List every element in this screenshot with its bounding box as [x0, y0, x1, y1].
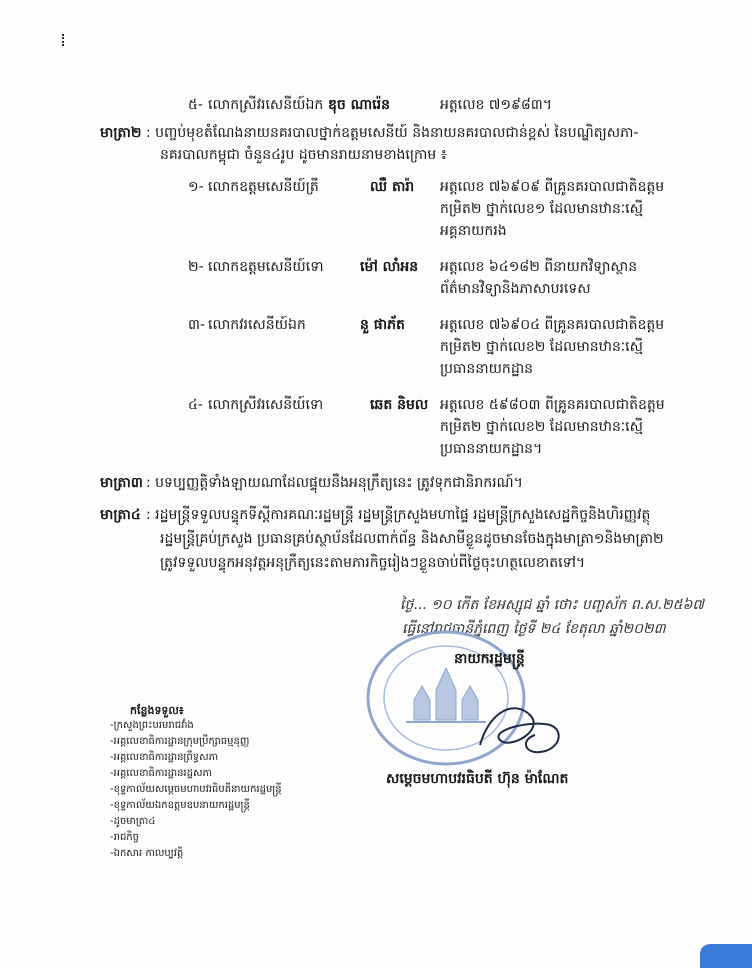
item-4-name: ឆេត និមល	[370, 397, 429, 413]
item-1-detail-2: កម្រិត២ ថ្នាក់លេខ១ ដែលមានឋានៈស្មើ	[440, 201, 643, 217]
item-1-detail-1: អត្តលេខ ៧៦៩០៩ ពីគ្រូនគរបាលជាតិឧត្តម	[440, 179, 665, 195]
recipient-item: -ខុទ្ទកាល័យឯកឧត្តមឧបនាយករដ្ឋមន្ត្រី	[110, 800, 250, 811]
margin-mark	[62, 34, 66, 46]
article-2-text-line1: : បញ្ចប់មុខតំណែងនាយនគរបាលថ្នាក់ឧត្តមសេនីយ៍ និងនាយនគរបាលជាន់ខ្ពស់ នៃបណ្ឌិត្យសភា-	[146, 125, 639, 141]
article-2-label: មាត្រា២	[100, 125, 142, 141]
item-5-number: ៥-	[188, 97, 203, 113]
item-1-number: ១-	[188, 179, 204, 195]
item-1-name: ឈឺ តារ៉ា	[370, 179, 415, 195]
item-3-detail-1: អត្តលេខ ៧៦៩០៤ ពីគ្រូនគរបាលជាតិឧត្តម	[440, 317, 665, 333]
item-5-detail: អត្តលេខ ៧១៩៨៣។	[440, 97, 552, 113]
item-1-detail-3: អគ្គនាយករង	[440, 223, 507, 239]
item-4-detail-3: ប្រធាននាយកដ្ឋាន។	[440, 441, 543, 457]
recipient-item: -អគ្គលេខាធិការដ្ឋានក្រុមប្រឹក្សាធម្មនុញ្ញ	[110, 736, 250, 747]
item-3-detail-3: ប្រធាននាយកដ្ឋាន	[440, 361, 534, 377]
item-2-detail-2: ព័ត៌មានវិទ្យានិងភាសាបរទេស	[440, 281, 591, 297]
article-4-line2: រដ្ឋមន្ត្រីគ្រប់ក្រសួង ប្រធានគ្រប់ស្ថាប័នដែលពាក់ព័ន្ធ និងសាមីខ្លួនដូចមានចែងក្នុងមាត្រា១និងមាត្រា២	[160, 531, 664, 547]
recipients-title: កន្លែងទទួល៖	[130, 704, 184, 717]
item-4-detail-1: អត្តលេខ ៥៩៨០៣ ពីគ្រូនគរបាលជាតិឧត្តម	[440, 397, 665, 413]
item-2-number: ២-	[188, 259, 204, 275]
corner-button[interactable]	[700, 944, 752, 968]
article-2-text-line2: នគរបាលកម្ពុជា ចំនួន៤រូប ដូចមានរាយនាមខាងក្រោម ៖	[160, 147, 447, 163]
item-3-number: ៣-	[188, 317, 206, 333]
item-1-title: លោកឧត្តមសេនីយ៍ត្រី	[208, 179, 319, 195]
item-4-detail-2: កម្រិត២ ថ្នាក់លេខ២ ដែលមានឋានៈស្មើ	[440, 419, 643, 435]
item-4-title: លោកស្រីវរសេនីយ៍ទោ	[208, 397, 324, 413]
recipient-item: -ខុទ្ទកាល័យសម្តេចមហាបវរធិបតីនាយករដ្ឋមន្ត្រី	[110, 784, 282, 795]
item-2-detail-1: អត្តលេខ ៦៤១៨២ ពីនាយកវិទ្យាស្ថាន	[440, 259, 638, 275]
recipient-item: -ក្រសួងព្រះបរមរាជវាំង	[110, 720, 194, 731]
item-2-name: ម៉ៅ លាំអន	[360, 259, 419, 275]
lunar-date: ថ្ងៃ... ១០ កើត ខែអស្សុជ ឆ្នាំ ថោះ បញ្ចស័ក ព.ស.២៥៦៧	[400, 597, 704, 613]
item-5-name: ឌុច ណារ៉េន	[328, 97, 390, 113]
signatory-role: នាយករដ្ឋមន្ត្រី	[454, 651, 525, 667]
signatory-name: សម្តេចមហាបវរធិបតី ហ៊ុន ម៉ាណែត	[386, 771, 569, 787]
recipient-item: -អគ្គលេខាធិការដ្ឋានព្រឹទ្ធសភា	[110, 752, 219, 763]
recipient-item: -រាជកិច្ច	[110, 832, 139, 843]
article-4-line1: : រដ្ឋមន្ត្រីទទួលបន្ទុកទីស្តីការគណៈរដ្ឋមន្ត្រី រដ្ឋមន្ត្រីក្រសួងមហាផ្ទៃ រដ្ឋមន្ត្រីក្រសួងសេដ្ឋកិច្ចនិងហិរញ្ញវត្ថុ	[146, 507, 651, 523]
item-3-title: លោកវរសេនីយ៍ឯក	[208, 317, 306, 333]
article-4-line3: ត្រូវទទួលបន្ទុកអនុវត្តអនុក្រឹត្យនេះតាមភារកិច្ចរៀងៗខ្លួនចាប់ពីថ្ងៃចុះហត្ថលេខាតទៅ។	[160, 555, 586, 571]
handwritten-signature-icon	[470, 690, 580, 770]
recipient-item: -ដូចមាត្រា៤	[110, 816, 156, 827]
article-3-label: មាត្រា៣	[100, 475, 143, 491]
item-3-detail-2: កម្រិត២ ថ្នាក់លេខ២ ដែលមានឋានៈស្មើ	[440, 339, 643, 355]
recipient-item: -អគ្គលេខាធិការដ្ឋានរដ្ឋសភា	[110, 768, 212, 779]
recipient-item: -ឯកសារ កាលប្បវត្តិ	[110, 848, 184, 859]
item-2-title: លោកឧត្តមសេនីយ៍ទោ	[208, 259, 324, 275]
article-3-text: : បទប្បញ្ញត្តិទាំងឡាយណាដែលផ្ទុយនឹងអនុក្រឹត្យនេះ ត្រូវទុកជានិរាករណ៍។	[146, 475, 523, 491]
article-4-label: មាត្រា៤	[100, 507, 141, 523]
item-4-number: ៤-	[188, 397, 203, 413]
item-5-title: លោកស្រីវរសេនីយ៍ឯក	[208, 97, 324, 113]
item-3-name: នួ ផាភ័ត	[360, 317, 405, 333]
solar-date: ធ្វើនៅរាជធានីភ្នំពេញ ថ្ងៃទី ២៤ ខែតុលា ឆ្នាំ២០២៣	[402, 621, 666, 637]
